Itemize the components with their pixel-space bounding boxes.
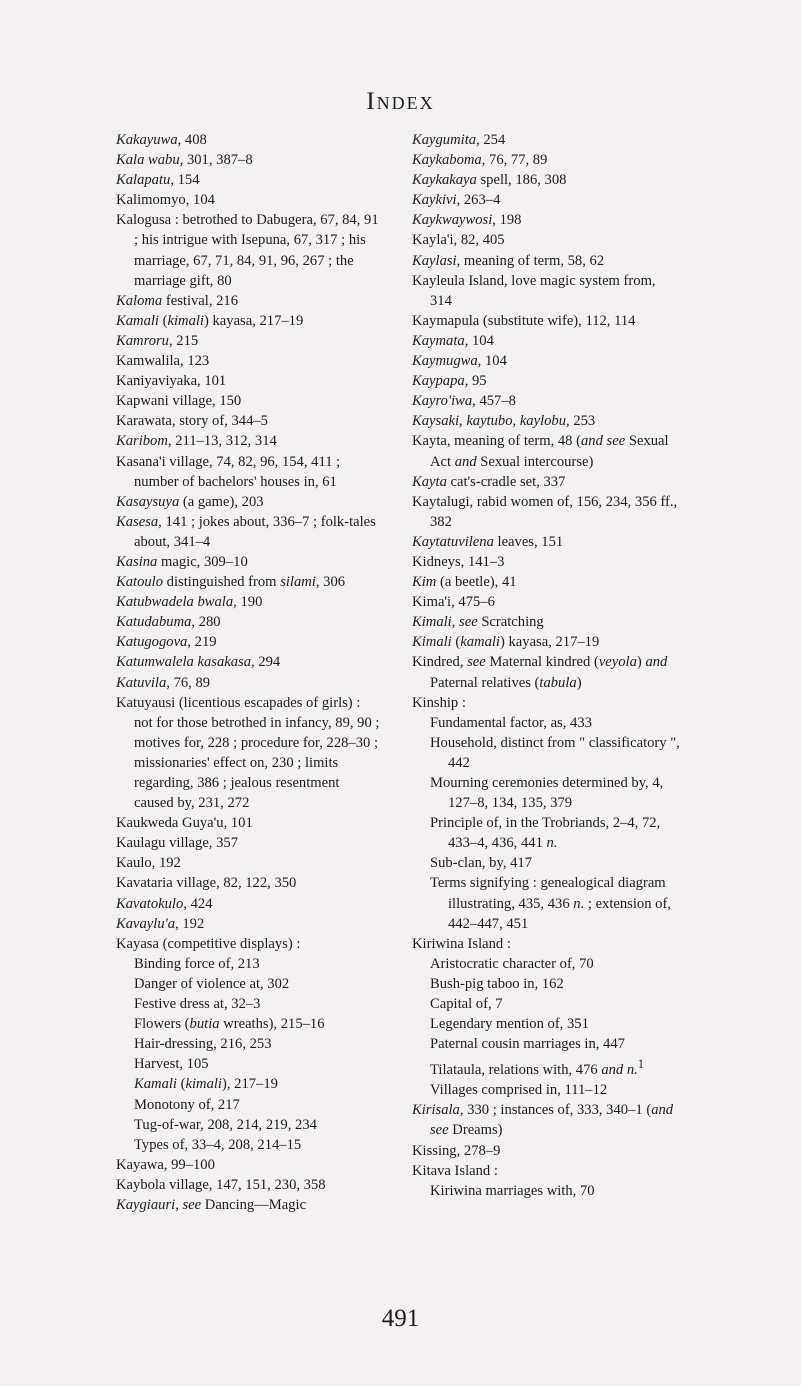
index-entry: Kasesa, 141 ; jokes about, 336–7 ; folk-tales about, 341–4 <box>116 513 376 550</box>
index-subentry: Paternal cousin marriages in, 447 <box>430 1036 625 1053</box>
index-subentry: Sub-clan, by, 417 <box>430 855 533 872</box>
index-entry: Kaygiauri, see Dancing—Magic <box>116 1196 307 1213</box>
index-entry: Kakayuwa, 408 <box>116 132 207 148</box>
index-column-left <box>116 130 382 1215</box>
index-subentry: Kamali (kimali), 217–19 <box>134 1076 278 1093</box>
index-entry: Kaytalugi, rabid women of, 156, 234, 356 ff., 382 <box>412 493 678 530</box>
index-subentry: Danger of violence at, 302 <box>134 975 290 992</box>
index-subentry: Principle of, in the Trobriands, 2–4, 72, 433–4, 436, 441 n. <box>430 815 661 852</box>
index-entry: Katubwadela bwala, 190 <box>116 594 263 611</box>
index-subentry: Binding force of, 213 <box>134 955 260 972</box>
index-subentry: Villages comprised in, 111–12 <box>430 1082 608 1099</box>
index-entry: Kima'i, 475–6 <box>412 594 495 611</box>
index-entry: Kaniyaviyaka, 101 <box>116 373 227 390</box>
index-entry: Kayta cat's-cradle set, 337 <box>412 473 566 490</box>
index-entry: Kaybola village, 147, 151, 230, 358 <box>116 1176 326 1193</box>
index-subentry: Aristocratic character of, 70 <box>430 955 594 972</box>
index-subentry: Flowers (butia wreaths), 215–16 <box>134 1016 325 1033</box>
index-entry: Kayla'i, 82, 405 <box>412 232 505 249</box>
index-entry: Kaulo, 192 <box>116 855 181 872</box>
index-entry: Kasaysuya (a game), 203 <box>116 493 264 510</box>
index-entry: Kimali, see Scratching <box>412 614 544 631</box>
index-entry: Kaymata, 104 <box>412 332 494 349</box>
index-subentry: Mourning ceremonies determined by, 4, 127–8, 134, 135, 379 <box>430 775 664 812</box>
index-entry: Kissing, 278–9 <box>412 1142 501 1159</box>
index-subentry: Tilataula, relations with, 476 and n.$^1$ <box>430 1057 644 1079</box>
index-entry: Kavatokulo, 424 <box>116 895 213 912</box>
index-entry: Kavataria village, 82, 122, 350 <box>116 875 297 892</box>
index-entry: Karibom, 211–13, 312, 314 <box>116 433 277 450</box>
index-subentry: Household, distinct from " classificatory ", 442 <box>430 734 680 771</box>
index-entry: Kala wabu, 301, 387–8 <box>116 152 253 169</box>
index-entry: Kalimomyo, 104 <box>116 192 215 209</box>
index-entry: Katoulo distinguished from silami, 306 <box>116 574 346 591</box>
index-entry: Kimali (kamali) kayasa, 217–19 <box>412 634 600 651</box>
index-entry: Kavaylu'a, 192 <box>116 915 205 932</box>
index-subentry: Bush-pig taboo in, 162 <box>430 975 564 992</box>
page-title: Index <box>366 88 435 115</box>
index-subentry: Types of, 33–4, 208, 214–15 <box>134 1136 302 1153</box>
index-entry: Kaysaki, kaytubo, kaylobu, 253 <box>412 413 596 430</box>
index-entry: Kaygumita, 254 <box>412 132 506 148</box>
index-entry: Kaymugwa, 104 <box>412 353 507 370</box>
index-column-right <box>412 130 680 1201</box>
index-entry: Kidneys, 141–3 <box>412 553 505 570</box>
index-subentry: Hair-dressing, 216, 253 <box>134 1036 272 1053</box>
index-entry: Kaloma festival, 216 <box>116 292 239 309</box>
index-entry: Kayawa, 99–100 <box>116 1156 215 1173</box>
index-entry: Kaulagu village, 357 <box>116 835 238 852</box>
index-entry: Kinship : <box>412 694 466 711</box>
index-entry: Kindred, see Maternal kindred (veyola) and Paternal relatives (tabula) <box>412 654 668 691</box>
index-entry: Kayta, meaning of term, 48 (and see Sexual Act and Sexual intercourse) <box>412 433 669 470</box>
index-subentry: Monotony of, 217 <box>134 1096 240 1113</box>
index-entry: Katuyausi (licentious escapades of girls) : not for those betrothed in infancy, 89, 90 ; motives for, 228 ; procedure for, 228–30 ; missionaries' effect on, 230 ; limits regarding, 386 ; jealous resentment caused by, 231, 272 <box>116 694 380 812</box>
index-entry: Kayasa (competitive displays) : <box>116 935 301 952</box>
index-subentry: Fundamental factor, as, 433 <box>430 714 592 731</box>
index-entry: Katugogova, 219 <box>116 634 217 651</box>
index-entry: Kitava Island : <box>412 1162 498 1179</box>
index-entry: Karawata, story of, 344–5 <box>116 413 268 430</box>
index-entry: Kaykakaya spell, 186, 308 <box>412 172 567 189</box>
index-entry: Kaukweda Guya'u, 101 <box>116 815 253 832</box>
index-entry: Kaylasi, meaning of term, 58, 62 <box>412 252 605 269</box>
index-entry: Kirisala, 330 ; instances of, 333, 340–1 (and see Dreams) <box>412 1102 674 1139</box>
index-entry: Kiriwina Island : <box>412 935 511 952</box>
index-entry: Kapwani village, 150 <box>116 393 242 410</box>
index-entry: Kalogusa : betrothed to Dabugera, 67, 84, 91 ; his intrigue with Isepuna, 67, 317 ; his marriage, 67, 71, 84, 91, 96, 267 ; the marriage gift, 80 <box>116 212 379 289</box>
index-subentry: Terms signifying : genealogical diagram illustrating, 435, 436 n. ; extension of, 442–447, 451 <box>430 875 671 932</box>
index-entry: Kaykwaywosi, 198 <box>412 212 522 229</box>
index-entry: Katudabuma, 280 <box>116 614 221 631</box>
index-entry: Kaypapa, 95 <box>412 373 487 390</box>
index-entry: Kamali (kimali) kayasa, 217–19 <box>116 312 304 329</box>
index-subentry: Harvest, 105 <box>134 1056 209 1073</box>
index-subentry: Legendary mention of, 351 <box>430 1016 589 1033</box>
index-entry: Kamwalila, 123 <box>116 353 210 370</box>
index-subentry: Tug-of-war, 208, 214, 219, 234 <box>134 1116 317 1133</box>
index-entry: Katumwalela kasakasa, 294 <box>116 654 281 671</box>
index-entry: Kasana'i village, 74, 82, 96, 154, 411 ; number of bachelors' houses in, 61 <box>116 453 341 490</box>
index-entry: Kalapatu, 154 <box>116 172 200 189</box>
index-entry: Kim (a beetle), 41 <box>412 574 517 591</box>
index-entry: Kamroru, 215 <box>116 332 199 349</box>
index-entry: Katuvila, 76, 89 <box>116 674 211 691</box>
index-entry: Kayro'iwa, 457–8 <box>412 393 516 410</box>
index-entry: Kaymapula (substitute wife), 112, 114 <box>412 312 636 329</box>
index-subentry: Kiriwina marriages with, 70 <box>430 1182 595 1199</box>
index-entry: Kayleula Island, love magic system from, 314 <box>412 272 656 309</box>
index-entry: Kaykaboma, 76, 77, 89 <box>412 152 548 169</box>
index-subentry: Festive dress at, 32–3 <box>134 996 261 1013</box>
index-entry: Kasina magic, 309–10 <box>116 553 248 570</box>
index-entry: Kaytatuvilena leaves, 151 <box>412 533 564 550</box>
page-number: 491 <box>381 1305 420 1332</box>
index-subentry: Capital of, 7 <box>430 996 503 1013</box>
index-entry: Kaykivi, 263–4 <box>412 192 501 209</box>
